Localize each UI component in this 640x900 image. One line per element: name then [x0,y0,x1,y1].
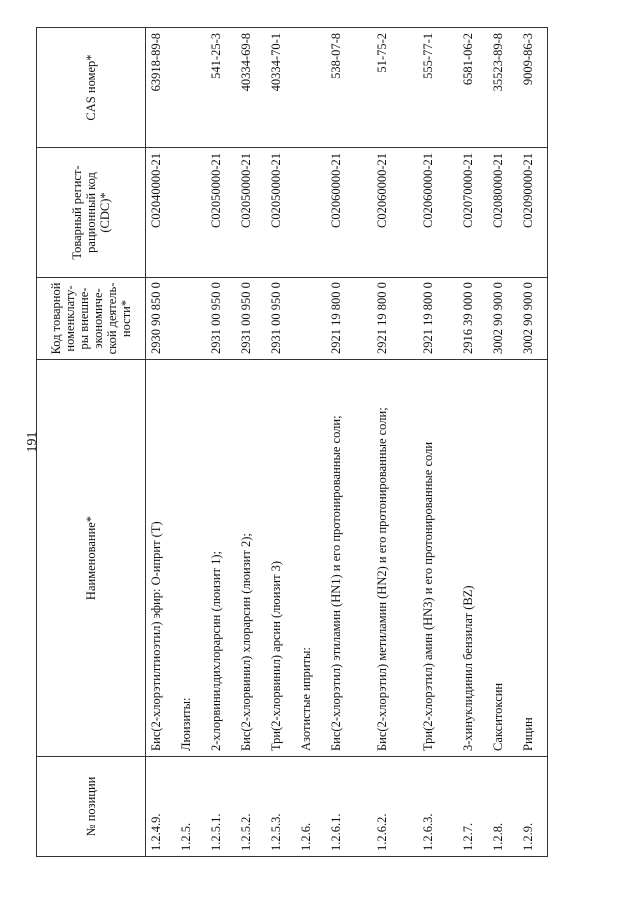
cell-position: 1.2.6. [296,757,326,857]
cell-position: 1.2.5.3. [266,757,296,857]
table-row [296,28,326,857]
table-row [488,28,518,857]
cell-tnved-code [296,278,326,360]
cell-cdc-code: C02060000-21 [326,148,372,278]
header-tnved-code: Код товарной номенклату-ры внешне-экономиче-ской деятель-ности* [37,278,146,360]
cell-name: Рицин [518,360,548,757]
table-row [236,28,266,857]
cell-cdc-code: C02050000-21 [266,148,296,278]
cell-position: 1.2.6.1. [326,757,372,857]
header-position: № позиции [37,757,146,857]
cell-name: Бис(2-хлорвинил) хлорарсин (люизит 2); [236,360,266,757]
cell-tnved-code: 2921 19 800 0 [372,278,418,360]
cell-cdc-code: C02090000-21 [518,148,548,278]
cell-name: Три(2-хлорэтил) амин (HN3) и его протонированные соли [418,360,458,757]
table-row [372,28,418,857]
cell-cas-number: 63918-89-8 [146,28,176,148]
cell-position: 1.2.9. [518,757,548,857]
cell-cas-number: 541-25-3 [206,28,236,148]
cell-tnved-code: 2930 90 850 0 [146,278,176,360]
cell-cdc-code [176,148,206,278]
cell-name: Бис(2-хлорэтилтиоэтил) эфир: О-иприт (Т) [146,360,176,757]
cell-position: 1.2.7. [458,757,488,857]
cell-cas-number [176,28,206,148]
table-row [266,28,296,857]
table-row [206,28,236,857]
cell-position: 1.2.8. [488,757,518,857]
cell-cas-number: 51-75-2 [372,28,418,148]
cell-name: Три(2-хлорвинил) арсин (люизит 3) [266,360,296,757]
cell-cdc-code: C02060000-21 [418,148,458,278]
table-row [326,28,372,857]
table-row [146,28,176,857]
cell-cas-number: 35523-89-8 [488,28,518,148]
table-row [176,28,206,857]
cell-cdc-code [296,148,326,278]
table-header-row [37,28,146,857]
cell-tnved-code: 2931 00 950 0 [266,278,296,360]
cell-name: Люизиты: [176,360,206,757]
cell-name: 3-хинуклидинил бензилат (BZ) [458,360,488,757]
cell-cas-number: 6581-06-2 [458,28,488,148]
cell-cdc-code: C02060000-21 [372,148,418,278]
page-number: 191 [25,431,40,453]
cell-name: Бис(2-хлорэтил) этиламин (HN1) и его протонированные соли; [326,360,372,757]
cell-name: Азотистые иприты: [296,360,326,757]
table-row [518,28,548,857]
cell-tnved-code: 2921 19 800 0 [326,278,372,360]
cell-cdc-code: C02040000-21 [146,148,176,278]
cell-tnved-code: 2931 00 950 0 [236,278,266,360]
cell-position: 1.2.5.2. [236,757,266,857]
cell-cas-number: 538-07-8 [326,28,372,148]
cell-cas-number: 40334-69-8 [236,28,266,148]
table-row [418,28,458,857]
cell-tnved-code [176,278,206,360]
cell-name: Сакситоксин [488,360,518,757]
table-row [458,28,488,857]
cell-cdc-code: C02050000-21 [206,148,236,278]
header-cas-number: CAS номер* [37,28,146,148]
cell-cdc-code: C02080000-21 [488,148,518,278]
cell-name: Бис(2-хлорэтил) метиламин (HN2) и его протонированные соли; [372,360,418,757]
cell-position: 1.2.4.9. [146,757,176,857]
cell-tnved-code: 2931 00 950 0 [206,278,236,360]
substances-table [36,27,548,857]
cell-position: 1.2.6.3. [418,757,458,857]
cell-tnved-code: 2921 19 800 0 [418,278,458,360]
cell-cas-number [296,28,326,148]
cell-tnved-code: 2916 39 000 0 [458,278,488,360]
cell-cas-number: 555-77-1 [418,28,458,148]
cell-cas-number: 9009-86-3 [518,28,548,148]
cell-cdc-code: C02050000-21 [236,148,266,278]
cell-cdc-code: C02070000-21 [458,148,488,278]
cell-position: 1.2.5.1. [206,757,236,857]
cell-position: 1.2.6.2. [372,757,418,857]
header-name: Наименование* [37,360,146,757]
cell-cas-number: 40334-70-1 [266,28,296,148]
cell-name: 2-хлорвинилдихлорарсин (люизит 1); [206,360,236,757]
header-cdc-code: Товарный регист-рационный код (CDC)* [37,148,146,278]
cell-tnved-code: 3002 90 900 0 [488,278,518,360]
cell-tnved-code: 3002 90 900 0 [518,278,548,360]
cell-position: 1.2.5. [176,757,206,857]
